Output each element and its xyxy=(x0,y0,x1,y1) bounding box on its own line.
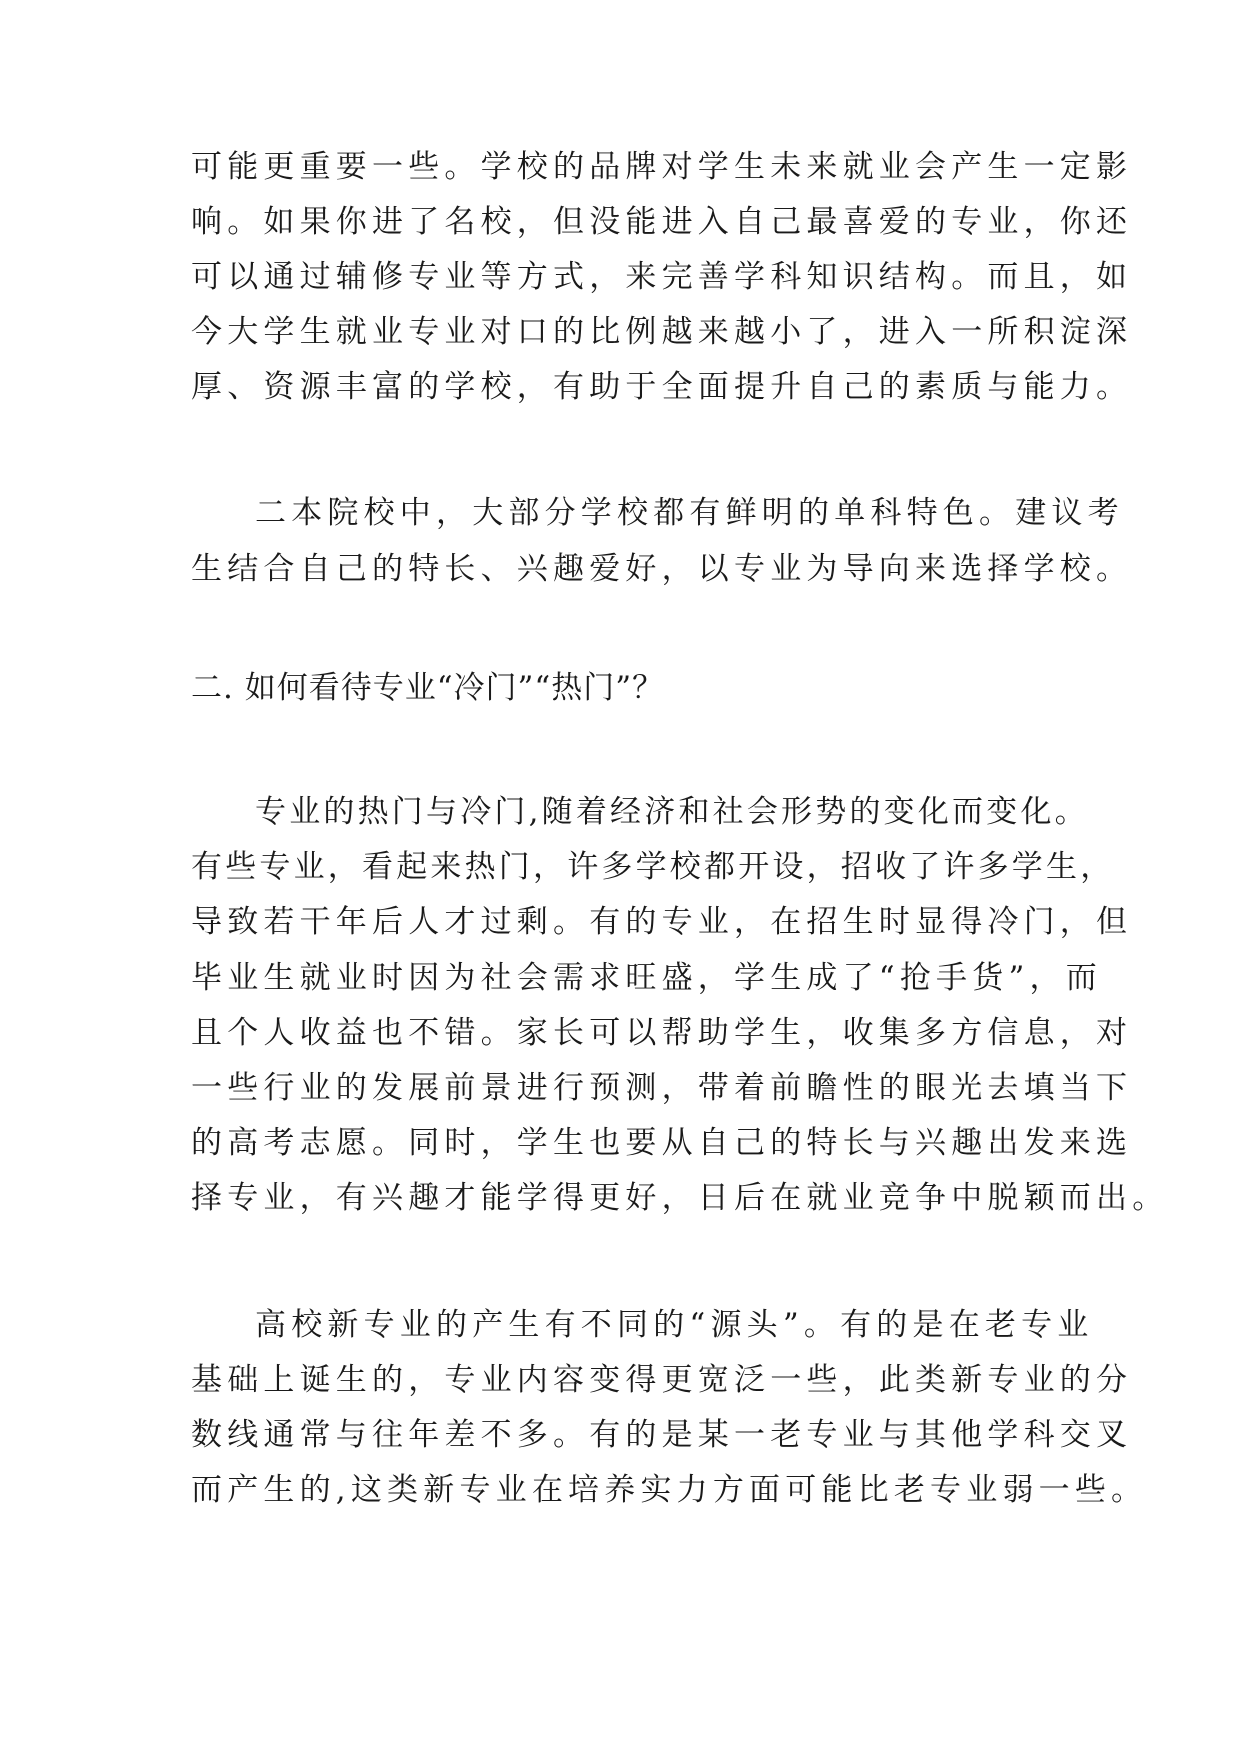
text-line: 生结合自己的特长、兴趣爱好，以专业为导向来选择学校。 xyxy=(191,551,1133,587)
text-line: 可能更重要一些。学校的品牌对学生未来就业会产生一定影 xyxy=(191,149,1133,185)
text-line: 择专业，有兴趣才能学得更好，日后在就业竞争中脱颖而出。 xyxy=(191,1180,1169,1216)
text-line: 的高考志愿。同时，学生也要从自己的特长与兴趣出发来选 xyxy=(191,1125,1133,1161)
text-line: 且个人收益也不错。家长可以帮助学生，收集多方信息，对 xyxy=(191,1015,1133,1051)
text-line: 响。如果你进了名校，但没能进入自己最喜爱的专业，你还 xyxy=(191,204,1133,240)
text-line: 毕业生就业时因为社会需求旺盛，学生成了“抢手货”，而 xyxy=(191,960,1102,996)
text-line: 专业的热门与冷门,随着经济和社会形势的变化而变化。 xyxy=(255,794,1089,830)
text-line: 今大学生就业专业对口的比例越来越小了，进入一所积淀深 xyxy=(191,314,1133,350)
text-line: 有些专业，看起来热门，许多学校都开设，招收了许多学生， xyxy=(191,849,1115,885)
text-line: 数线通常与往年差不多。有的是某一老专业与其他学科交叉 xyxy=(191,1417,1133,1453)
text-line: 可以通过辅修专业等方式，来完善学科知识结构。而且，如 xyxy=(191,259,1133,295)
text-line: 基础上诞生的，专业内容变得更宽泛一些，此类新专业的分 xyxy=(191,1362,1133,1398)
section-heading: 二. 如何看待专业“冷门”“热门”？ xyxy=(191,670,665,706)
text-line: 导致若干年后人才过剩。有的专业，在招生时显得冷门，但 xyxy=(191,904,1133,940)
text-line: 厚、资源丰富的学校，有助于全面提升自己的素质与能力。 xyxy=(191,369,1133,405)
text-line: 高校新专业的产生有不同的“源头”。有的是在老专业 xyxy=(255,1307,1094,1343)
text-line: 而产生的,这类新专业在培养实力方面可能比老专业弱一些。 xyxy=(191,1472,1148,1508)
text-line: 二本院校中，大部分学校都有鲜明的单科特色。建议考 xyxy=(255,495,1124,531)
text-line: 一些行业的发展前景进行预测，带着前瞻性的眼光去填当下 xyxy=(191,1070,1133,1106)
